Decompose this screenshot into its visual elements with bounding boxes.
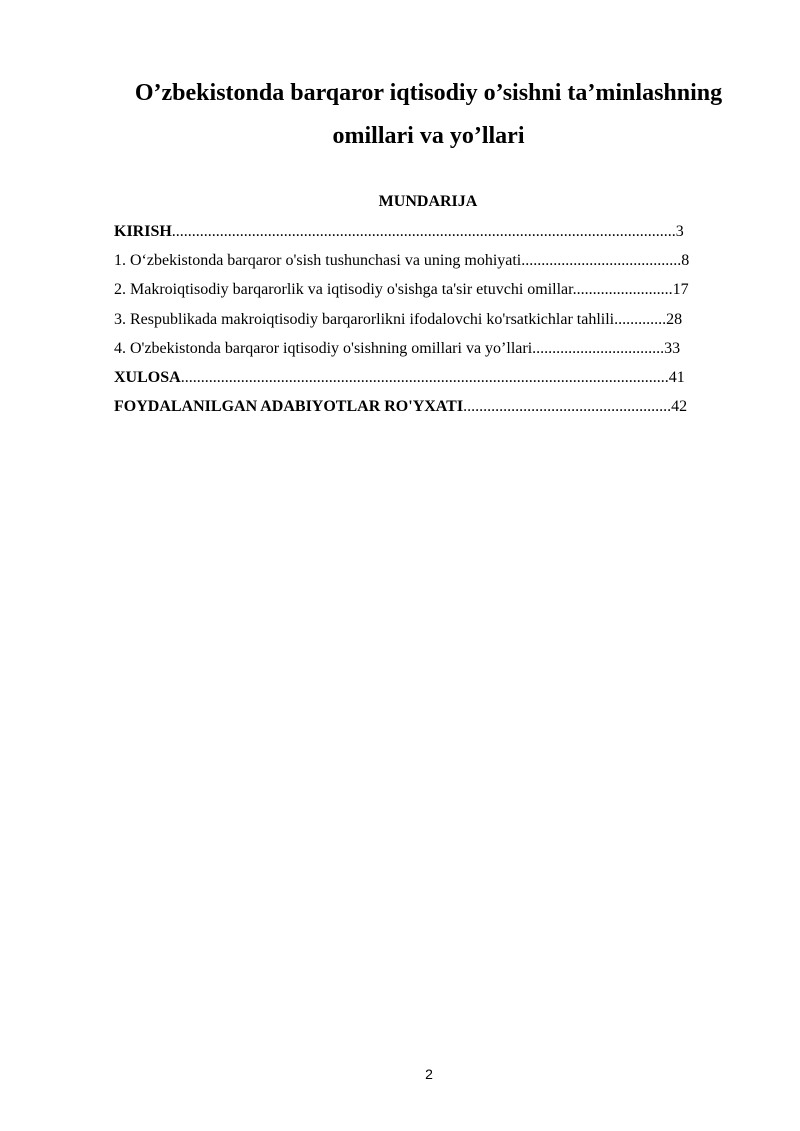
toc-entry-chapter-4 bbox=[114, 339, 754, 368]
document-title bbox=[100, 72, 757, 158]
toc-entry-chapter-3 bbox=[114, 310, 754, 339]
toc-entry-label: 4. O'zbekistonda barqaror iqtisodiy o'sishning omillari va yo’llari bbox=[114, 339, 533, 357]
toc-entry-label: KIRISH bbox=[114, 223, 172, 240]
toc-entry-page: 17 bbox=[672, 281, 689, 299]
toc-entry-label: FOYDALANILGAN ADABIYOTLAR RO'YXATI bbox=[114, 398, 464, 416]
page-number: 2 bbox=[425, 1066, 433, 1082]
toc-entry-leader: .............................................................................................................................. bbox=[171, 223, 676, 240]
table-of-contents bbox=[114, 222, 754, 426]
toc-entry-page: 42 bbox=[671, 398, 688, 416]
toc-entry-references bbox=[114, 397, 754, 426]
toc-entry-chapter-1 bbox=[114, 251, 754, 280]
toc-entry-leader: ............. bbox=[614, 310, 667, 328]
toc-entry-page: 8 bbox=[681, 252, 690, 270]
toc-heading: MUNDARIJA bbox=[378, 193, 478, 210]
toc-entry-leader: .................................................... bbox=[463, 398, 672, 416]
toc-entry-page: 3 bbox=[675, 223, 684, 240]
title-line-2: omillari va yo’llari bbox=[332, 123, 525, 149]
toc-entry-leader: ......................... bbox=[572, 281, 673, 299]
toc-entry-page: 33 bbox=[664, 339, 681, 357]
toc-entry-page: 41 bbox=[668, 368, 685, 386]
toc-entry-label: 2. Makroiqtisodiy barqarorlik va iqtisodiy o'sishga ta'sir etuvchi omillar bbox=[114, 281, 573, 299]
toc-entry-label: XULOSA bbox=[114, 368, 181, 386]
toc-entry-chapter-2 bbox=[114, 280, 754, 309]
toc-entry-leader: .......................................................................................................................... bbox=[180, 368, 669, 386]
toc-entry-page: 28 bbox=[666, 310, 683, 328]
toc-entry-kirish bbox=[114, 222, 754, 251]
toc-entry-label: 1. O‘zbekistonda barqaror o'sish tushunchasi va uning mohiyati bbox=[114, 252, 522, 270]
toc-entry-leader: ................................. bbox=[532, 339, 665, 357]
toc-entry-xulosa bbox=[114, 368, 754, 397]
toc-entry-leader: ........................................ bbox=[521, 252, 682, 270]
title-line-1: O’zbekistonda barqaror iqtisodiy o’sishni ta’minlashning bbox=[134, 80, 723, 106]
toc-entry-label: 3. Respublikada makroiqtisodiy barqarorlikni ifodalovchi ko'rsatkichlar tahlili bbox=[114, 310, 615, 328]
